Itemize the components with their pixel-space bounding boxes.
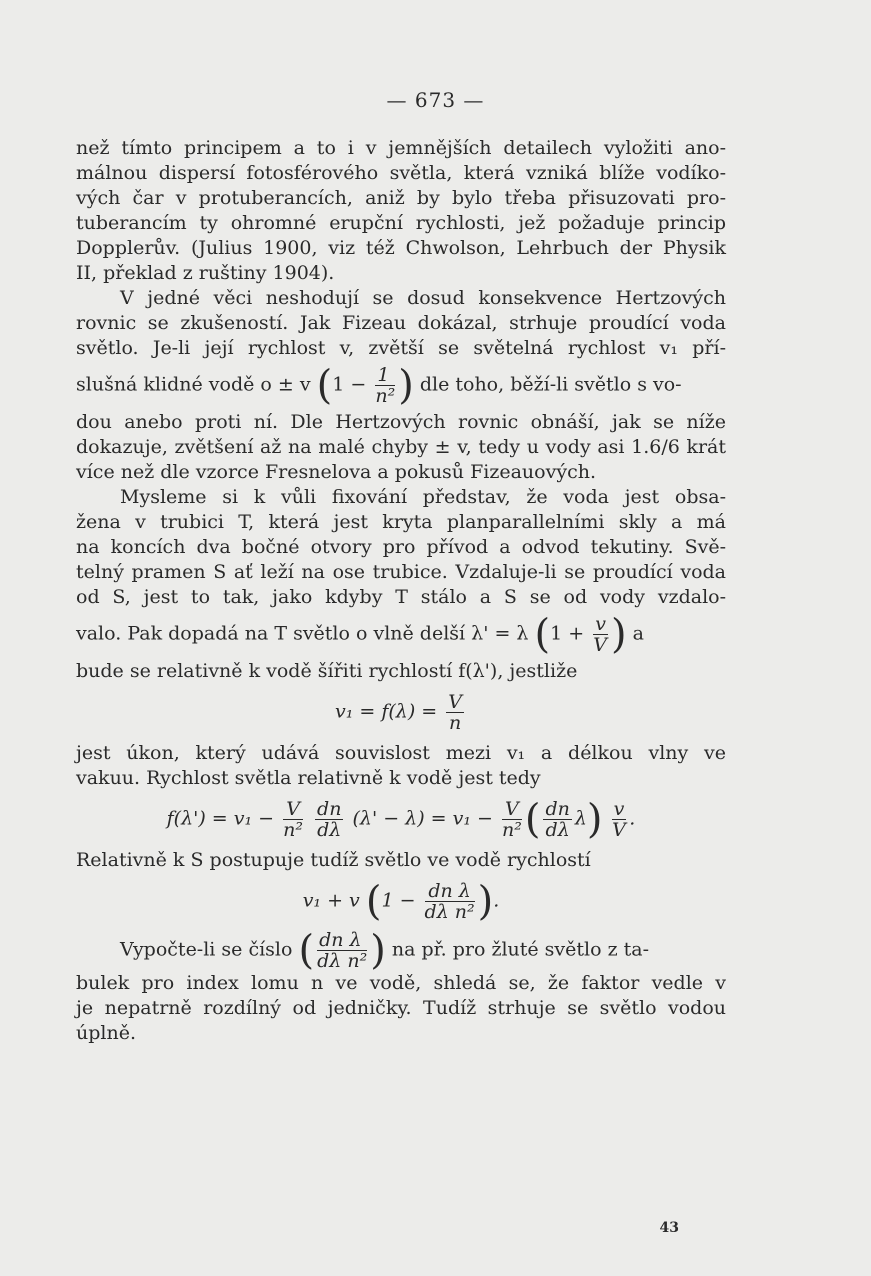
text-line: V jedné věci neshodují se dosud konsekvence Hertzových: [120, 287, 726, 309]
formula-1: v₁ = f(λ) = $\frac{V}{n}$: [335, 691, 462, 734]
formula-3: v₁ + v (1 − $\frac{\text{dn λ}}{\text{dλ n²}}$ ).: [302, 878, 500, 925]
text-line: telný pramen S ať leží na ose trubice. Vzdaluje-li se proudící voda: [76, 561, 726, 583]
text-line: II, překlad z ruštiny 1904).: [76, 262, 335, 284]
text-line: na koncích dva bočné otvory pro přívod a odvod tekutiny. Svě-: [76, 536, 726, 558]
text-line: rovnic se zkušeností. Jak Fizeau dokázal, strhuje proudící voda: [76, 312, 726, 334]
text-line: než tímto principem a to i v jemnějších detailech vyložiti ano-: [76, 137, 726, 159]
text-line: úplně.: [76, 1022, 136, 1044]
body-text: [76, 136, 726, 1046]
text-line-with-formula: valo. Pak dopadá na T světlo o vlně delší λ' = λ (1 + $\frac{v}{V}$ ) a: [76, 611, 644, 658]
text-line: jest úkon, který udává souvislost mezi v₁ a délkou vlny ve: [76, 742, 726, 764]
text-line: od S, jest to tak, jako kdyby T stálo a S se od vody vzdalo-: [76, 586, 726, 608]
text-line: bulek pro index lomu n ve vodě, shledá se, že faktor vedle v: [76, 972, 726, 994]
fraction: $\frac{v}{V}$: [612, 798, 626, 841]
text-line: více než dle vzorce Fresnelova a pokusů Fizeauových.: [76, 461, 596, 483]
text-line: vých čar v protuberancích, aniž by bylo třeba přisuzovati pro-: [76, 187, 726, 209]
text-line-with-formula: slušná klidné vodě o ± v (1 − $\frac{1}{\text{n²}}$ ) dle toho, běží-li světlo s vo-: [76, 362, 682, 409]
text-line: Dopplerův. (Julius 1900, viz též Chwolson, Lehrbuch der Physik: [76, 237, 726, 259]
page-number: — 673 —: [386, 88, 485, 112]
fraction: $\frac{\text{dn λ}}{\text{dλ n²}}$: [317, 929, 368, 972]
text-line: světlo. Je-li její rychlost v, zvětší se světelná rychlost v₁ pří-: [76, 337, 726, 359]
fraction: $\frac{dn}{d\lambda}$: [545, 798, 570, 841]
fraction: $\frac{V}{n}$: [448, 691, 462, 734]
text-line-with-formula: Vypočte-li se číslo ( $\frac{\text{dn λ}}{\text{dλ n²}}$ ) na př. pro žluté světlo z ta-: [120, 927, 650, 974]
fraction: $\frac{1}{\text{n²}}$: [375, 364, 396, 407]
fraction: $\frac{v}{V}$: [593, 613, 607, 656]
text-line: málnou dispersí fotosférového světla, která vzniká blíže vodíko-: [76, 162, 726, 184]
signature-mark: 43: [659, 1220, 679, 1236]
fraction: $\frac{V}{\text{n²}}$: [501, 798, 522, 841]
formula-2: f(λ') = v₁ − $\frac{V}{\text{n²}}$ $\frac{dn}{d\lambda}$ (λ' − λ) = v₁ − $\frac{V}{\text{n²}}$ ( $\frac{dn}{d\lambda}$ λ) $\frac{v}{V}$ .: [166, 796, 636, 843]
text-line: tuberancím ty ohromné erupční rychlosti, jež požaduje princip: [76, 212, 726, 234]
text-line: bude se relativně k vodě šířiti rychlostí f(λ'), jestliže: [76, 660, 578, 682]
text-line: Relativně k S postupuje tudíž světlo ve vodě rychlostí: [76, 849, 591, 871]
text-line: dou anebo proti ní. Dle Hertzových rovnic obnáší, jak se níže: [76, 411, 726, 433]
text-line: je nepatrně rozdílný od jedničky. Tudíž strhuje se světlo vodou: [76, 997, 726, 1019]
text-line: Mysleme si k vůli fixování představ, že voda jest obsa-: [120, 486, 726, 508]
text-line: vakuu. Rychlost světla relativně k vodě jest tedy: [76, 767, 541, 789]
fraction: $\frac{V}{\text{n²}}$: [283, 798, 303, 841]
text-line: žena v trubici T, která jest kryta planparallelními skly a má: [76, 511, 726, 533]
fraction: $\frac{dn}{d\lambda}$: [317, 798, 342, 841]
text-line: dokazuje, zvětšení až na malé chyby ± v, tedy u vody asi 1.6/6 krát: [76, 436, 726, 458]
fraction: $\frac{\text{dn λ}}{\text{dλ n²}}$: [424, 880, 475, 923]
